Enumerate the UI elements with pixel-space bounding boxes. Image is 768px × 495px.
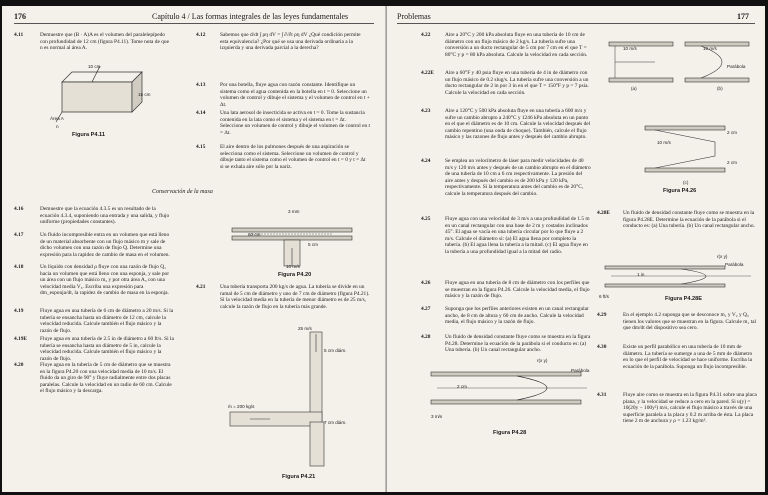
dim-label: 1 in — [637, 272, 645, 277]
figure-caption: Figura P4.21 — [282, 474, 316, 480]
problem-text: Una lata aerosol de insecticida se activa en t = 0. Tome la sustancia contenida en la lata como el sistema y el sistema en t = Δt. Seleccione un volumen de control y dibuje el volumen de control en t = Δt. — [220, 110, 370, 136]
problem-number: 4.17 — [14, 232, 24, 238]
problem-text: Fluye agua en una tubería de 6 cm de diámetro a 20 m/s. Si la tubería se ensancha hasta un diámetro de 12 cm, calcule la velocidad reducida. Calcule también el flujo másico y la razón de flujo. — [40, 308, 174, 334]
problem-text: En el ejemplo 4.2 suponga que se desconoce m₁ y V₂ y Q₃ tienen los valores que se muestran en la figura. Calcule m₁ tal que dm/dt del dispositivo sea cero. — [623, 312, 757, 332]
problem-text: Fluye agua con una velocidad de 3 m/s a una profundidad de 1.5 m en un canal rectangular con una base de 2 m y costados inclinados 45°. El agua se vacía en una tubería circular por lo que fluye a 2 m/s. Calcule el diámetro si: (a) El agua llena por completo la tubería. (b) El agua llena la tubería a la mitad. (c) El agua fluye en la tubería a una profundidad igual a la mitad del radio. — [445, 216, 590, 255]
figure-caption: Figura P4.26 — [663, 188, 697, 194]
parabola-label: Parábola — [571, 368, 590, 373]
problem-number: 4.19 — [14, 308, 24, 314]
problem-text: Existe un perfil parabólico en una tubería de 10 mm de diámetro. La tubería se sumerge a una de 5 mm de diámetro en lo que el perfil de velocidad se hace uniforme. Escriba la ecuación de la parábola. Suponga un flujo incompresible. — [623, 344, 753, 370]
dim-label: 7 cm diám. — [324, 420, 347, 425]
problem-number: 4.24 — [421, 158, 431, 164]
problem-number: 4.31 — [597, 392, 607, 398]
figure-p4-20 — [222, 206, 362, 270]
velocity-label: 10 m/s — [286, 264, 300, 269]
problem-number: 4.15 — [196, 144, 206, 150]
problem-text: Suponga que los perfiles anteriores existen en un canal rectangular ancho, de 8 cm de altura y 60 cm de ancho. Calcule la velocidad media, el flujo másico y la razón de flujo. — [445, 306, 589, 326]
r-label: r(x y) — [537, 358, 548, 363]
dim-label: 15 cm — [138, 92, 151, 97]
problem-text: Se emplea un velocímetro de láser para medir velocidades de 40 m/s y 120 m/s antes y después de un cambio abrupto en el diámetro de una tubería de 10 cm a 6 cm respectivamente. La presión del aire antes y después del cambio es de 200 kPa y 120 kPa, respectivamente. Si la temperatura antes del cambio es de 20°C, calcule la temperatura después del cambio. — [445, 158, 591, 197]
figure-caption: Figura P4.28E — [665, 296, 702, 302]
problem-text: Aire a 20°C y 200 kPa absoluta fluye en una tubería de 10 cm de diámetro con un flujo másico de 2 kg/s. La tubería sufre una conversión a un ducto rectangular de 5 cm por 7 cm en el que T = 80°C y p = 80 kPa absoluta. Calcule la velocidad en cada sección. — [445, 32, 588, 58]
velocity-label: 10 m/s — [657, 140, 671, 145]
problem-text: Demuestre que (B · A)A es el volumen del paralelepípedo con profundidad de 12 cm (figura P4.11). Tome nota de que n es normal al área A. — [40, 32, 169, 52]
problem-number: 4.22 — [421, 32, 431, 38]
problem-text: Fluye aire como se muestra en la figura P4.31 sobre una placa plana, y la velocidad se reduce a cero en la pared. Si u(y) = 10(20y − 100y²) m/s, calcule el flujo másico a través de una superficie paralela a la placa y 0.2 m arriba de ésta. La placa tiene 2 m de anchura y ρ = 1.23 kg/m³. — [623, 392, 757, 425]
problem-text: Fluye agua en una tubería de 8 cm de diámetro con los perfiles que se muestran en la figura P4.26. Calcule la velocidad media, el flujo másico y la razón de flujo. — [445, 280, 590, 300]
problem-number: 4.16 — [14, 206, 24, 212]
dim-label: 5 cm diám. — [324, 348, 347, 353]
figure-caption: Figura P4.11 — [72, 132, 105, 138]
figure-p4-21 — [220, 322, 370, 472]
problem-text: Demuestre que la ecuación 4.3.5 es un resultado de la ecuación 4.3.4, suponiendo una entrada y una salida, y flujo uniforme (propiedades constantes). — [40, 206, 170, 226]
problem-text: Un fluido de densidad constante fluye como se muestra en la figura P4.28E. Determine la ecuación de la parábola si el conducto es: (a) Una tubería. (b) Un canal rectangular ancho. — [623, 210, 755, 230]
header-rule — [14, 23, 374, 24]
problem-text: El aire dentro de los pulmones después de una aspiración se selecciona como el sistema. Seleccione un volumen de control y dibuje tanto el sistema como el volumen de control en t = 0 y t = Δt si se exhala aire sólo por la nariz. — [220, 144, 366, 170]
problem-text: Por una botella, fluye agua con razón constante. Identifique un sistema como el agua contenida en la botella en t = 0. Seleccione un volumen de control y dibuje el sistema y el volumen de control en t + Δt. — [220, 82, 370, 108]
normal-label: n — [56, 124, 59, 129]
problem-number: 4.23 — [421, 108, 431, 114]
problem-number: 4.19E — [14, 336, 28, 342]
header-rule — [397, 23, 755, 24]
running-head: Problemas — [397, 12, 431, 21]
dim-label: 5 cm — [308, 242, 318, 247]
dim-label: 3 mm — [288, 209, 300, 214]
figure-caption: Figura P4.28 — [493, 430, 527, 436]
area-label: Área A — [50, 116, 64, 121]
r-label: r(x y) — [717, 254, 728, 259]
dim-label: 60 cm — [248, 232, 261, 237]
running-head: Capítulo 4 / Las formas integrales de las leyes fundamentales — [152, 12, 349, 21]
dim-label: 2 cm — [727, 130, 737, 135]
problem-number: 4.14 — [196, 110, 206, 116]
dim-label: 10 cm — [88, 64, 101, 69]
problem-number: 4.11 — [14, 32, 24, 38]
dim-label: 2 cm — [727, 160, 737, 165]
velocity-label: 6 ft/s — [599, 294, 609, 299]
left-page — [2, 6, 386, 492]
section-heading: Conservación de la masa — [152, 189, 213, 195]
velocity-label: 10 m/s — [623, 46, 637, 51]
problem-number: 4.28 — [421, 334, 431, 340]
problem-text: Fluye agua en una tubería de 2.5 in de diámetro a 60 ft/s. Si la tubería se ensancha hasta un diámetro de 5 in, calcule la velocidad reducida. Calcule también el flujo másico y la razón de flujo. — [40, 336, 174, 362]
figure-part-label: (a) — [631, 86, 637, 91]
figure-part-label: (b) — [717, 86, 723, 91]
problem-text: Fluye agua en la tubería de 5 cm de diámetro que se muestra en la figura P4.20 con una velocidad media de 10 m/s. El fluido da un giro de 90° y fluye radialmente entre dos placas paralelas. Calcule la velocidad en un radio de 60 cm. Calcule el flujo másico y la descarga. — [40, 362, 172, 395]
problem-text: Aire a 120°C y 500 kPa absoluta fluye en una tubería a 600 m/s y sufre un cambio abrupto a 240°C y 1246 kPa absoluta en un punto en el que el diámetro es de 10 cm. Calcule la velocidad después del cambio repentino (una onda de choque). También, calcule el flujo másico y las razones de flujo antes y después del cambio abrupto. — [445, 108, 591, 141]
velocity-label: 3 m/s — [431, 414, 443, 419]
problem-text: Aire a 60°F y 40 psia fluye en una tubería de 4 in de diámetro con un flujo másico de 0.2 slug/s. La tubería sufre una conversión a un ducto rectangular de 2 in por 3 in en el que T = 150°F y p = 7 psia. Calcule la velocidad en cada sección. — [445, 70, 589, 96]
parabola-label: Parábola — [727, 64, 746, 69]
problem-number: 4.27 — [421, 306, 431, 312]
problem-number: 4.22E — [421, 70, 435, 76]
problem-text: Sabemos que d/dt ∫ ρη dV = ∫ ∂/∂t ρη dV ¿Qué condición permite esta equivalencia? ¿Por qué se usa una derivada ordinaria a la izquierda y una derivada parcial a la derecha? — [220, 32, 361, 52]
velocity-label: 10 m/s — [703, 46, 717, 51]
problem-number: 4.30 — [597, 344, 607, 350]
figure-caption: Figura P4.20 — [278, 272, 312, 278]
page-number: 177 — [737, 12, 749, 21]
page-number: 176 — [14, 12, 26, 21]
problem-text: Una tubería transporta 200 kg/s de agua. La tubería se divide en un ramal de 5 cm de diámetro y uno de 7 cm de diámetro (figura P4.21). Si la velocidad media en la tubería de menor diámetro es de 25 m/s, calcule la razón de flujo en la tubería más grande. — [220, 284, 370, 310]
parabola-label: Parábola — [725, 262, 744, 267]
figure-part-label: (c) — [683, 180, 689, 185]
problem-number: 4.12 — [196, 32, 206, 38]
problem-number: 4.20 — [14, 362, 24, 368]
mass-flow-label: ṁ = 200 kg/s — [228, 404, 255, 409]
problem-number: 4.28E — [597, 210, 611, 216]
problem-text: Un fluido incompresible entra en un volumen que está lleno de un material absorbente con un flujo másico m y sale de dicho volumen con una razón de flujo Q. Determine una expresión para la rapidez de cambio de masa en el volumen. — [40, 232, 170, 258]
problem-number: 4.13 — [196, 82, 206, 88]
right-page — [387, 6, 765, 492]
problem-number: 4.25 — [421, 216, 431, 222]
problem-number: 4.21 — [196, 284, 206, 290]
problem-number: 4.26 — [421, 280, 431, 286]
problem-text: Un líquido con densidad ρ fluye con una razón de flujo Q₁ hacia un volumen que está lleno con una esponja, y sale por un área con un flujo másico m₂ y por otra área A₃ con una velocidad media V₃. Escriba una expresión para dm_esponja/dt, la rapidez de cambio de masa en la esponja. — [40, 264, 170, 297]
problem-number: 4.18 — [14, 264, 24, 270]
dim-label: 2 cm — [457, 384, 467, 389]
problem-number: 4.29 — [597, 312, 607, 318]
problem-text: Un fluido de densidad constante fluye como se muestra en la figura P4.28. Determine la ecuación de la parábola si el conducto es: (a) Una tubería. (b) Un canal rectangular ancho. — [445, 334, 591, 354]
velocity-label: 25 m/s — [298, 326, 312, 331]
